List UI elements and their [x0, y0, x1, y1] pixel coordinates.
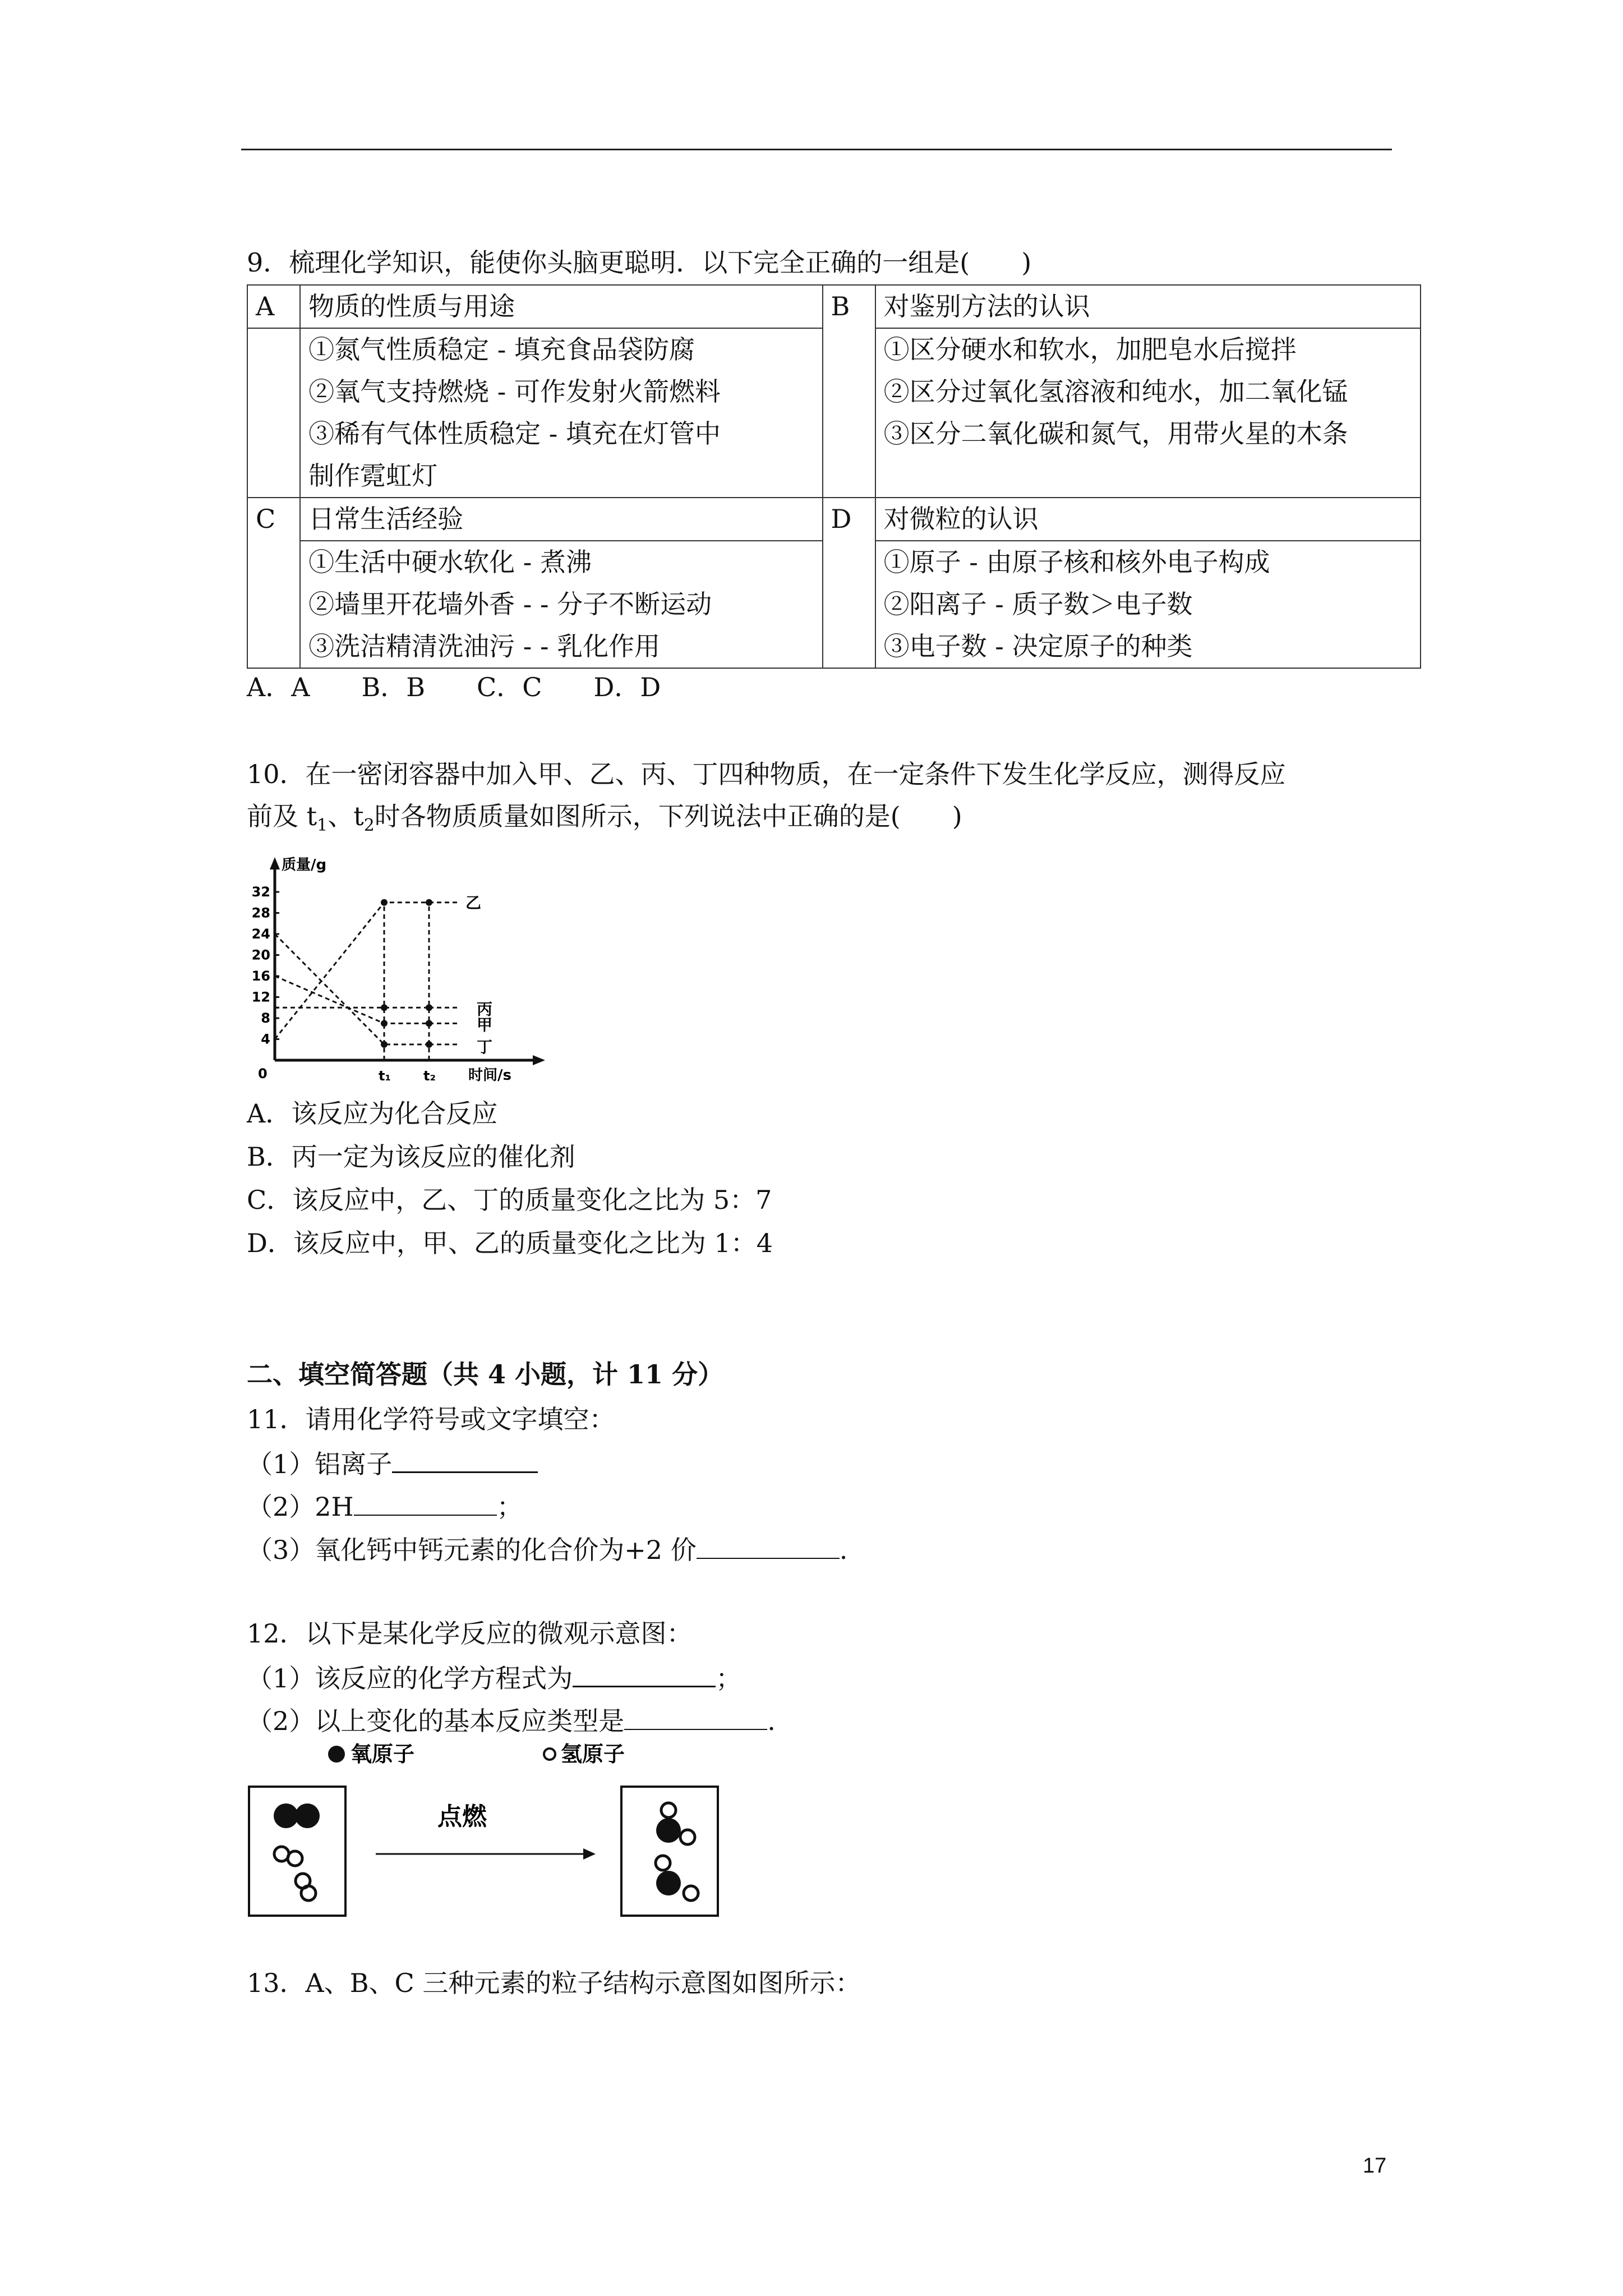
q9-b-item: ②区分过氧化氢溶液和纯水，加二氧化锰: [883, 376, 1348, 407]
t1-subscript: 1: [317, 816, 328, 836]
hydrogen-atom: [301, 1886, 316, 1901]
legend-oxygen: 氧原子: [351, 1742, 415, 1766]
x-tick-label: 0: [258, 1066, 268, 1082]
q12-part2-text: （2）以上变化的基本反应类型是: [247, 1706, 625, 1736]
q9-c-item: ①生活中硬水软化 - 煮沸: [308, 547, 592, 577]
oxygen-atom: [274, 1803, 298, 1828]
q9-a-item: ①氮气性质稳定 - 填充食品袋防腐: [308, 334, 695, 365]
hydrogen-atom: [684, 1886, 698, 1901]
q11-part3: [247, 1532, 847, 1567]
q11-part2: [247, 1489, 523, 1524]
q9-d-label: D: [823, 498, 875, 668]
q9-d-item: ①原子 - 由原子核和核外电子构成: [883, 547, 1270, 577]
q9-b-item: ①区分硬水和软水，加肥皂水后搅拌: [883, 334, 1297, 365]
q10-stem-part: 、t: [328, 801, 364, 831]
oxygen-atom: [295, 1803, 320, 1828]
legend-hydrogen: 氢原子: [561, 1742, 625, 1766]
reaction-condition: 点燃: [437, 1802, 487, 1831]
oxygen-atom-icon: [328, 1746, 345, 1763]
y-axis-label: 质量/g: [282, 857, 327, 873]
q12-part1-end: ；: [716, 1663, 742, 1694]
q9-a-items: [300, 328, 822, 498]
q11-part2-text: （2）2H: [247, 1492, 354, 1522]
q12-stem: 12．以下是某化学反应的微观示意图：: [247, 1618, 693, 1649]
q11-part3-text: （3）氧化钙中钙元素的化合价为+2 价: [247, 1535, 697, 1565]
hydrogen-atom: [288, 1851, 302, 1866]
t2-subscript: 2: [363, 816, 375, 836]
q12-part1: [247, 1660, 741, 1695]
answer-blank[interactable]: [697, 1532, 840, 1559]
q9-c-label: C: [247, 498, 300, 668]
y-tick-label: 28: [251, 905, 270, 921]
q10-stem-line2: [247, 799, 962, 843]
q9-a-item: 制作霓虹灯: [308, 461, 438, 491]
q9-b-title: 对鉴别方法的认识: [875, 285, 1421, 328]
q9-d-items: [875, 541, 1421, 668]
y-tick-label: 16: [251, 968, 270, 984]
q11-part1: [247, 1446, 538, 1481]
q11-stem: 11．请用化学符号或文字填空：: [247, 1404, 615, 1434]
reaction-micro-diagram: [247, 1736, 751, 1921]
data-point: [381, 1020, 388, 1027]
oxygen-atom: [656, 1818, 681, 1843]
data-point: [381, 1004, 388, 1011]
oxygen-atom: [656, 1871, 681, 1895]
q11-part2-end: ；: [496, 1492, 523, 1522]
data-point: [381, 1041, 388, 1048]
q12-part1-text: （1）该反应的化学方程式为: [247, 1663, 573, 1694]
q9-c-item: ②墙里开花墙外香 - - 分子不断运动: [308, 589, 712, 619]
series-label: 乙: [465, 893, 482, 912]
q9-d-title: 对微粒的认识: [875, 498, 1421, 541]
series-line: [275, 934, 429, 1045]
answer-blank[interactable]: [354, 1489, 497, 1516]
y-tick-label: 24: [251, 926, 270, 942]
q12-part2: [247, 1703, 776, 1738]
q9-a-label: A: [247, 285, 300, 328]
products-box: [621, 1787, 718, 1916]
y-tick-label: 4: [261, 1031, 270, 1047]
hydrogen-atom: [661, 1803, 676, 1818]
page-number: 17: [1363, 2154, 1387, 2178]
answer-blank[interactable]: [392, 1446, 538, 1473]
q10-option-d: D．该反应中，甲、乙的质量变化之比为 1：4: [247, 1228, 773, 1258]
y-tick-label: 32: [251, 884, 270, 900]
q10-option-c: C．该反应中，乙、丁的质量变化之比为 5：7: [247, 1185, 772, 1215]
q9-b-item: ③区分二氧化碳和氮气，用带火星的木条: [883, 418, 1348, 449]
q9-table: [247, 284, 1421, 669]
series-line: [275, 903, 429, 1039]
q10-stem-part: 前及 t: [247, 801, 317, 831]
q12-part2-end: .: [767, 1706, 776, 1736]
q9-d-item: ③电子数 - 决定原子的种类: [883, 631, 1193, 661]
q11-part1-text: （1）铝离子: [247, 1449, 393, 1479]
series-label: 丙: [477, 1000, 493, 1019]
x-axis-label: 时间/s: [468, 1067, 511, 1083]
q10-stem-part: 时各物质质量如图所示，下列说法中正确的是( ): [374, 801, 962, 831]
series-label: 甲: [477, 1015, 493, 1034]
header-rule: [241, 149, 1392, 150]
q10-stem-line1: 10．在一密闭容器中加入甲、乙、丙、丁四种物质，在一定条件下发生化学反应，测得反应: [247, 759, 1286, 789]
q10-option-b: B．丙一定为该反应的催化剂: [247, 1142, 575, 1172]
y-axis-arrow-icon: [270, 857, 280, 869]
y-tick-label: 20: [251, 947, 270, 963]
answer-blank[interactable]: [573, 1660, 716, 1687]
y-tick-label: 12: [251, 989, 270, 1005]
q9-a-empty: [247, 328, 300, 498]
hydrogen-atom: [680, 1830, 695, 1844]
q9-c-items: [300, 541, 822, 668]
q9-a-item: ③稀有气体性质稳定 - 填充在灯管中: [308, 418, 721, 449]
q9-a-item: ②氧气支持燃烧 - 可作发射火箭燃料: [308, 376, 721, 407]
hydrogen-atom-icon: [544, 1749, 555, 1760]
answer-blank[interactable]: [624, 1703, 767, 1730]
x-tick-label: t₂: [423, 1068, 436, 1083]
data-point: [381, 899, 388, 906]
arrow-head-icon: [583, 1848, 596, 1860]
q9-b-label: B: [823, 285, 875, 498]
q9-a-title: 物质的性质与用途: [300, 285, 822, 328]
mass-time-chart: [247, 853, 594, 1083]
q9-d-item: ②阳离子 - 质子数＞电子数: [883, 589, 1193, 619]
q11-part3-end: .: [839, 1535, 848, 1565]
q9-c-title: 日常生活经验: [300, 498, 822, 541]
y-tick-label: 8: [261, 1010, 270, 1026]
q9-c-item: ③洗洁精清洗油污 - - 乳化作用: [308, 631, 661, 661]
q13-stem: 13．A、B、C 三种元素的粒子结构示意图如图所示：: [247, 1968, 861, 1998]
x-axis-arrow-icon: [533, 1055, 545, 1065]
q10-option-a: A．该反应为化合反应: [247, 1098, 498, 1129]
q9-options: A．A B．B C．C D．D: [247, 672, 661, 702]
q9-b-items: [875, 328, 1421, 498]
q9-stem: 9．梳理化学知识，能使你头脑更聪明．以下完全正确的一组是( ): [247, 247, 1032, 278]
section-title: 二、填空简答题（共 4 小题，计 11 分）: [247, 1359, 724, 1389]
hydrogen-atom: [656, 1856, 670, 1870]
x-tick-label: t₁: [379, 1068, 391, 1083]
series-line: [275, 976, 429, 1023]
series-label: 丁: [477, 1037, 493, 1056]
